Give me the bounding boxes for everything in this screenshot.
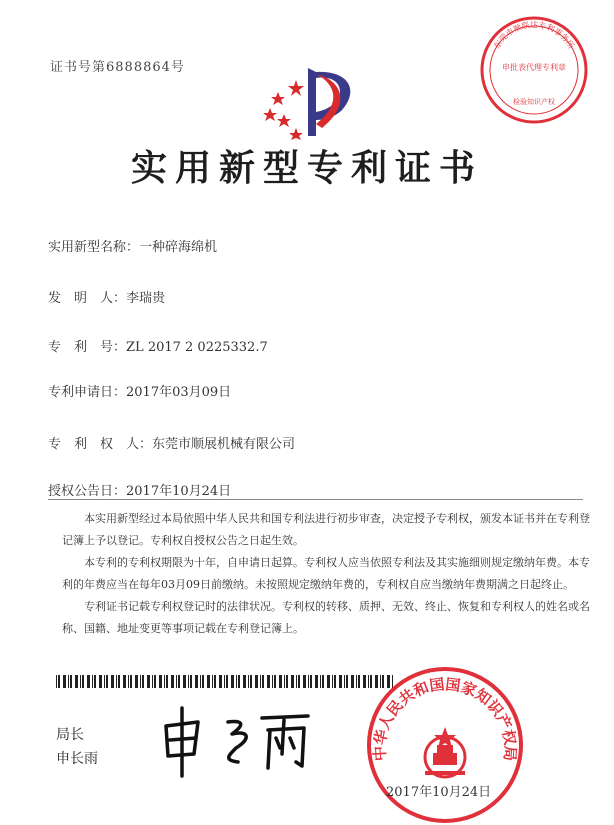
field-announcement-date bbox=[48, 480, 231, 499]
small-stamp-inner: 申批表代理专利章 bbox=[502, 63, 566, 72]
issue-date: 2017年10月24日 bbox=[386, 785, 492, 800]
svg-text:东莞市顺联达专利事务所 bbox=[491, 20, 576, 51]
patentee-value: 东莞市顺展机械有限公司 bbox=[152, 437, 296, 452]
director-name: 申长雨 bbox=[56, 751, 98, 767]
inventor-value: 李瑞贵 bbox=[126, 291, 166, 306]
patent-number-value: ZL 2017 2 0225332.7 bbox=[126, 340, 268, 355]
field-inventor bbox=[48, 287, 165, 306]
patentee-label: 专 利 权 人： bbox=[48, 437, 153, 452]
small-stamp-text: 东莞市顺联达专利事务所 bbox=[492, 20, 576, 51]
sipo-logo-icon bbox=[256, 60, 362, 140]
body-paragraph: 本专利的专利权期限为十年，自申请日起算。专利权人应当依照专利法及其实施细则规定缴纳年费。本专利的年费应当在每年03月09日前缴纳。未按照规定缴纳年费的，专利权自应当缴纳年费期满之日起终止。 bbox=[62, 556, 590, 591]
signature-icon bbox=[158, 700, 318, 780]
model-name-value: 一种碎海绵机 bbox=[139, 240, 218, 255]
agency-stamp-icon bbox=[478, 14, 590, 126]
field-model-name bbox=[48, 236, 217, 255]
official-seal-icon bbox=[365, 665, 525, 825]
director-title: 局长 bbox=[56, 727, 84, 743]
model-name-label: 实用新型名称： bbox=[48, 240, 140, 255]
certificate-title: 实用新型专利证书 bbox=[130, 147, 483, 189]
official-seal-text: 中华人民共和国国家知识产权局 bbox=[370, 675, 520, 762]
field-patent-number bbox=[48, 336, 268, 355]
divider bbox=[48, 499, 583, 500]
body-paragraph: 专利证书记载专利权登记时的法律状况。专利权的转移、质押、无效、终止、恢复和专利权人的姓名或名称、国籍、地址变更等事项记载在专利登记簿上。 bbox=[62, 600, 590, 635]
small-stamp-sub: 检验知识产权 bbox=[513, 98, 555, 106]
field-patentee bbox=[48, 433, 295, 452]
patent-number-label: 专 利 号： bbox=[48, 340, 127, 355]
certificate-number: 证书号第6888864号 bbox=[50, 60, 185, 75]
filing-date-label: 专利申请日： bbox=[48, 385, 127, 400]
filing-date-value: 2017年03月09日 bbox=[126, 385, 232, 400]
announcement-date-label: 授权公告日： bbox=[48, 484, 127, 499]
inventor-label: 发 明 人： bbox=[48, 291, 127, 306]
announcement-date-value: 2017年10月24日 bbox=[126, 484, 232, 499]
field-filing-date bbox=[48, 381, 231, 400]
body-paragraph: 本实用新型经过本局依照中华人民共和国专利法进行初步审查，决定授予专利权，颁发本证书并在专利登记簿上予以登记。专利权自授权公告之日起生效。 bbox=[62, 512, 590, 547]
barcode-icon bbox=[56, 675, 396, 688]
certificate-body bbox=[62, 508, 592, 640]
